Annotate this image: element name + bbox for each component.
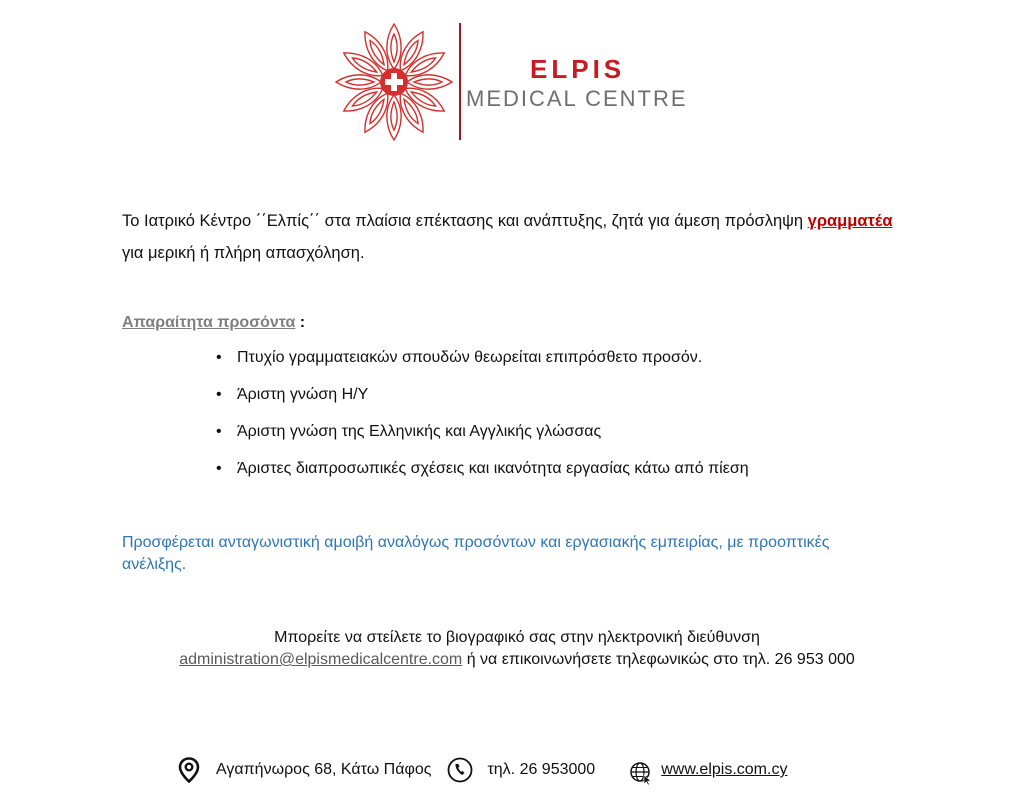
globe-icon (629, 761, 653, 785)
footer-address: Αγαπήνωρος 68, Κάτω Πάφος (216, 761, 432, 778)
location-pin-icon (178, 757, 200, 783)
footer (178, 755, 787, 785)
intro-text-end: για μερική ή πλήρη απασχόληση. (122, 244, 365, 262)
company-logo (328, 20, 728, 145)
footer-phone: τηλ. 26 953000 (487, 761, 596, 778)
brand-name: ELPIS (530, 54, 626, 84)
intro-paragraph (122, 205, 902, 269)
list-item: • Άριστη γνώση Η/Υ (216, 384, 749, 421)
list-item: • Άριστη γνώση της Ελληνικής και Αγγλικής γλώσσας (216, 421, 749, 458)
requirements-heading (122, 314, 305, 332)
contact-block (0, 627, 1024, 671)
list-item: • Πτυχίο γραμματειακών σπουδών θεωρείται επιπρόσθετο προσόν. (216, 347, 749, 384)
intro-text: Το Ιατρικό Κέντρο ΄΄Ελπίς΄΄ στα πλαίσια επέκτασης και ανάπτυξης, ζητά για άμεση πρόσληψη (122, 212, 808, 230)
contact-line: Μπορείτε να στείλετε το βιογραφικό σας στην ηλεκτρονική διεύθυνση (274, 629, 760, 646)
logo-divider (459, 23, 461, 140)
website-link[interactable]: www.elpis.com.cy (661, 761, 788, 778)
requirements-heading-label: Απαραίτητα προσόντα (122, 314, 296, 331)
flower-cross-icon (328, 20, 458, 145)
list-item: • Άριστες διαπροσωπικές σχέσεις και ικανότητα εργασίας κάτω από πίεση (216, 458, 749, 495)
offer-paragraph: Προσφέρεται ανταγωνιστική αμοιβή αναλόγως προσόντων και εργασιακής εμπειρίας, με προοπτικές ανέλιξης. (122, 534, 830, 573)
phone-icon (447, 757, 473, 783)
requirements-list (216, 347, 749, 495)
contact-line-2 (0, 649, 1024, 671)
position-title: γραμματέα (807, 212, 893, 230)
phone-text: ή να επικοινωνήσετε τηλεφωνικώς στο τηλ. 26 953 000 (462, 651, 855, 668)
requirements-heading-colon: : (295, 314, 306, 331)
email-link[interactable]: administration@elpismedicalcentre.com (179, 651, 463, 668)
brand-subtitle: MEDICAL CENTRE (466, 86, 688, 111)
